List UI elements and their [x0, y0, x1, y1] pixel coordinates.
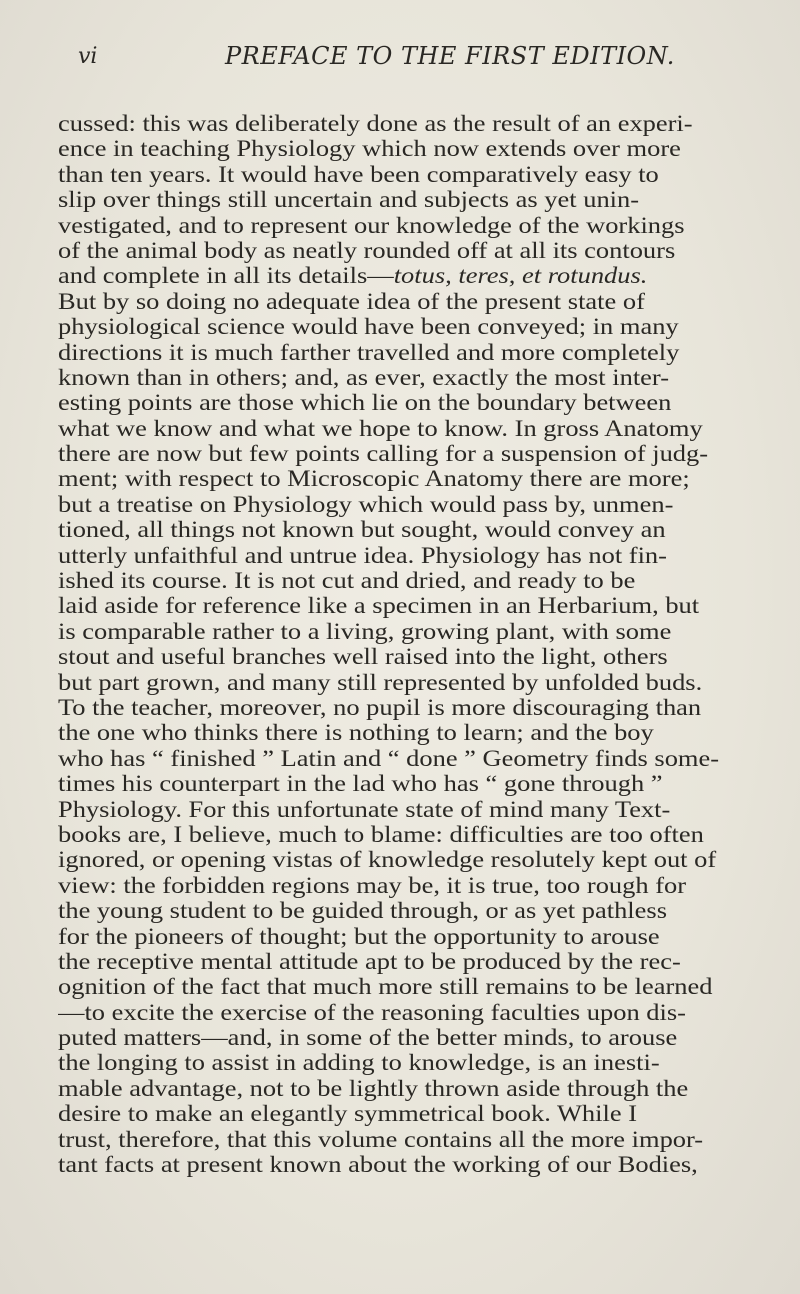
text-line-content: than ten years. It would have been comparatively easy to: [58, 161, 659, 187]
text-line-content: slip over things still uncertain and subjects as yet unin-: [58, 187, 640, 213]
text-line-content: books are, I believe, much to blame: difficulties are too often: [58, 821, 704, 847]
text-line-content: there are now but few points calling for a suspension of judg-: [58, 441, 709, 467]
text-line-content: but a treatise on Physiology which would pass by, unmen-: [58, 491, 674, 517]
text-line: [58, 746, 746, 771]
text-line-content: mable advantage, not to be lightly thrown aside through the: [58, 1075, 689, 1101]
text-line-content: Physiology. For this unfortunate state of mind many Text-: [58, 796, 671, 822]
text-line-content: is comparable rather to a living, growing plant, with some: [58, 618, 672, 644]
text-line: [58, 619, 746, 644]
text-line: [58, 238, 746, 263]
text-line: [58, 365, 746, 390]
text-line-content: —to excite the exercise of the reasoning faculties upon dis-: [58, 999, 686, 1025]
text-line: [58, 924, 746, 949]
text-line-content: the young student to be guided through, or as yet pathless: [58, 898, 667, 924]
text-line-content: of the animal body as neatly rounded off at all its contours: [58, 237, 676, 263]
text-line-content: But by so doing no adequate idea of the present state of: [58, 288, 645, 314]
text-line-content: physiological science would have been conveyed; in many: [58, 314, 679, 340]
running-head: PREFACE TO THE FIRST EDITION.: [225, 42, 675, 70]
text-line: [58, 1076, 746, 1101]
text-line-content: times his counterpart in the lad who has “ gone through ”: [58, 771, 663, 797]
text-line-content: puted matters—and, in some of the better minds, to arouse: [58, 1025, 678, 1051]
text-line: [58, 162, 746, 187]
text-line: [58, 1000, 746, 1025]
text-line-content: esting points are those which lie on the boundary between: [58, 390, 672, 416]
text-line: [58, 340, 746, 365]
text-line-content: utterly unfaithful and untrue idea. Physiology has not fin-: [58, 542, 667, 568]
text-line-content: the one who thinks there is nothing to learn; and the boy: [58, 720, 654, 746]
text-line-content: desire to make an elegantly symmetrical book. While I: [58, 1101, 638, 1127]
text-line-content: ognition of the fact that much more still remains to be learned: [58, 974, 713, 1000]
text-line-content: known than in others; and, as ever, exactly the most inter-: [58, 364, 670, 390]
text-line-content: who has “ finished ” Latin and “ done ” Geometry finds some-: [58, 745, 720, 771]
text-line-content: and complete in all its details—totus, teres, et rotundus.: [58, 263, 648, 289]
text-line-content: what we know and what we hope to know. In gross Anatomy: [58, 415, 703, 441]
text-line: [58, 441, 746, 466]
text-line-content: tant facts at present known about the working of our Bodies,: [58, 1152, 698, 1178]
text-line: [58, 670, 746, 695]
text-line-content: To the teacher, moreover, no pupil is more discouraging than: [58, 694, 702, 720]
text-line: [58, 797, 746, 822]
text-line: [58, 1050, 746, 1075]
text-line: [58, 873, 746, 898]
text-line: [58, 466, 746, 491]
text-line: [58, 593, 746, 618]
text-line-content: ished its course. It is not cut and dried, and ready to be: [58, 568, 636, 594]
text-line-content: ignored, or opening vistas of knowledge resolutely kept out of: [58, 847, 717, 873]
text-line-content: view: the forbidden regions may be, it is true, too rough for: [58, 872, 687, 898]
text-line: [58, 492, 746, 517]
text-line: [58, 1025, 746, 1050]
text-line: [58, 644, 746, 669]
text-line: [58, 543, 746, 568]
text-line: [58, 263, 746, 288]
text-line: [58, 1152, 746, 1177]
text-line-content: ment; with respect to Microscopic Anatomy there are more;: [58, 466, 690, 492]
text-line: [58, 187, 746, 212]
text-line: [58, 136, 746, 161]
text-line-content: laid aside for reference like a specimen in an Herbarium, but: [58, 593, 700, 619]
page-number: vi: [78, 44, 98, 69]
text-line: [58, 416, 746, 441]
text-line: [58, 1101, 746, 1126]
text-line: [58, 213, 746, 238]
text-line-content: the receptive mental attitude apt to be produced by the rec-: [58, 948, 681, 974]
text-line: [58, 517, 746, 542]
text-line: [58, 1127, 746, 1152]
text-line: [58, 568, 746, 593]
text-line-content: tioned, all things not known but sought, would convey an: [58, 517, 666, 543]
text-line-content: stout and useful branches well raised into the light, others: [58, 644, 668, 670]
text-line-content: vestigated, and to represent our knowledge of the workings: [58, 212, 685, 238]
text-line-content: trust, therefore, that this volume contains all the more impor-: [58, 1126, 704, 1152]
text-line-content: cussed: this was deliberately done as the result of an experi-: [58, 111, 693, 136]
text-line: [58, 974, 746, 999]
text-line: [58, 720, 746, 745]
text-line: [58, 771, 746, 796]
text-line: [58, 949, 746, 974]
text-line: [58, 314, 746, 339]
body-text: [58, 111, 746, 1177]
text-line-content: for the pioneers of thought; but the opportunity to arouse: [58, 923, 660, 949]
text-line-content: directions it is much farther travelled and more completely: [58, 339, 680, 365]
text-line-content: but part grown, and many still represented by unfolded buds.: [58, 669, 703, 695]
page-header: [0, 38, 800, 78]
text-line: [58, 898, 746, 923]
latin-phrase: totus, teres, et rotundus.: [393, 263, 648, 289]
text-line: [58, 822, 746, 847]
text-line: [58, 390, 746, 415]
text-line-content: ence in teaching Physiology which now extends over more: [58, 136, 681, 162]
text-line: [58, 847, 746, 872]
text-line-content: the longing to assist in adding to knowledge, is an inesti-: [58, 1050, 660, 1076]
text-line: [58, 111, 746, 136]
text-line: [58, 289, 746, 314]
text-line: [58, 695, 746, 720]
